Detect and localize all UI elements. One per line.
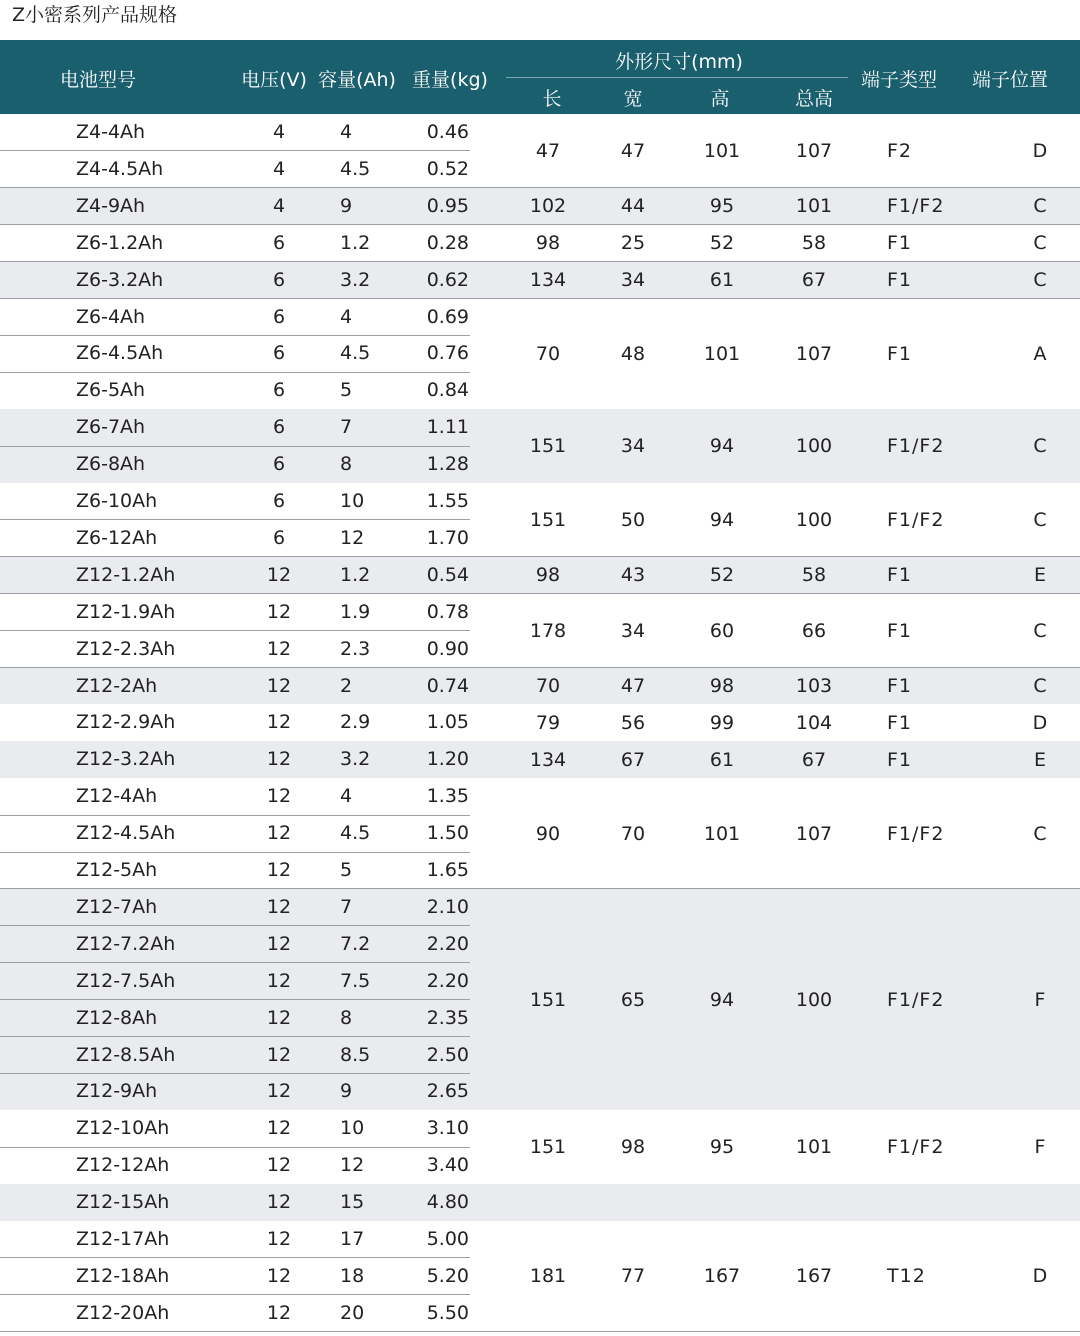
row-divider	[0, 519, 470, 520]
terminal-type-cell: F1/F2	[887, 822, 945, 845]
total-height-cell: 58	[801, 232, 827, 255]
weight-cell: 0.78	[426, 600, 469, 623]
terminal-position-cell: F	[1034, 988, 1046, 1011]
voltage-cell: 6	[272, 416, 286, 439]
model-cell: Z12-4Ah	[76, 785, 158, 808]
capacity-cell: 5	[340, 859, 353, 881]
model-cell: Z6-8Ah	[76, 453, 146, 476]
capacity-cell: 4.5	[340, 342, 371, 365]
capacity-cell: 10	[340, 490, 365, 512]
capacity-cell: 8.5	[340, 1043, 371, 1066]
terminal-position-cell: C	[1033, 195, 1047, 218]
capacity-cell: 7.2	[340, 932, 371, 955]
model-cell: Z12-2.3Ah	[76, 637, 176, 660]
total-height-cell: 107	[795, 139, 833, 162]
voltage-cell: 12	[266, 1043, 292, 1066]
length-cell: 70	[535, 342, 561, 365]
total-height-cell: 101	[795, 1136, 833, 1159]
weight-cell: 0.62	[426, 268, 469, 291]
capacity-cell: 9	[340, 194, 353, 217]
voltage-cell: 12	[266, 785, 292, 808]
height-cell: 94	[709, 435, 735, 458]
weight-cell: 1.20	[426, 748, 469, 771]
row-divider	[0, 372, 470, 373]
terminal-type-cell: F1	[887, 564, 913, 587]
total-height-cell: 100	[795, 988, 833, 1011]
model-cell: Z12-8.5Ah	[76, 1043, 176, 1066]
total-height-cell: 167	[795, 1265, 833, 1288]
header-width: 宽	[623, 88, 643, 110]
model-cell: Z12-4.5Ah	[76, 822, 176, 845]
weight-cell: 2.20	[426, 932, 469, 955]
length-cell: 181	[529, 1265, 567, 1288]
voltage-cell: 6	[272, 268, 286, 291]
weight-cell: 0.54	[426, 563, 469, 586]
capacity-cell: 9	[340, 1080, 353, 1103]
weight-cell: 1.28	[426, 453, 469, 476]
total-height-cell: 66	[801, 619, 827, 642]
terminal-type-cell: F1	[887, 269, 913, 292]
length-cell: 98	[535, 564, 561, 587]
weight-cell: 5.20	[426, 1264, 469, 1287]
weight-cell: 1.55	[426, 490, 469, 512]
terminal-position-cell: C	[1033, 232, 1047, 255]
row-divider	[0, 446, 470, 447]
model-cell: Z12-18Ah	[76, 1264, 170, 1287]
capacity-cell: 2	[340, 674, 353, 697]
weight-cell: 0.46	[426, 121, 469, 143]
header-total-height: 总高	[794, 88, 834, 110]
capacity-cell: 4.5	[340, 822, 371, 845]
terminal-position-cell: E	[1033, 748, 1047, 771]
row-divider	[0, 1073, 470, 1074]
weight-cell: 1.65	[426, 859, 469, 881]
length-cell: 151	[529, 508, 567, 531]
width-cell: 47	[620, 674, 646, 697]
voltage-cell: 12	[266, 748, 292, 771]
model-cell: Z4-9Ah	[76, 194, 146, 217]
width-cell: 98	[620, 1136, 646, 1159]
header-terminal-type: 端子类型	[860, 69, 938, 91]
terminal-type-cell: F1	[887, 342, 913, 365]
terminal-type-cell: F1/F2	[887, 1136, 945, 1159]
model-cell: Z12-2Ah	[76, 674, 158, 697]
weight-cell: 0.76	[426, 342, 469, 365]
voltage-cell: 12	[266, 859, 292, 881]
capacity-cell: 18	[340, 1264, 365, 1287]
terminal-type-cell: F1	[887, 674, 913, 697]
voltage-cell: 6	[272, 342, 286, 365]
voltage-cell: 6	[272, 453, 286, 476]
voltage-cell: 12	[266, 1228, 292, 1250]
page-title: Z小密系列产品规格	[12, 4, 178, 26]
capacity-cell: 1.9	[340, 600, 371, 623]
weight-cell: 5.50	[426, 1301, 469, 1324]
row-divider	[0, 1147, 470, 1148]
model-cell: Z12-2.9Ah	[76, 711, 176, 734]
width-cell: 43	[620, 564, 646, 587]
weight-cell: 0.90	[426, 637, 469, 660]
voltage-cell: 4	[272, 194, 286, 217]
total-height-cell: 100	[795, 435, 833, 458]
total-height-cell: 103	[795, 674, 833, 697]
width-cell: 44	[620, 195, 646, 218]
length-cell: 70	[535, 674, 561, 697]
capacity-cell: 7.5	[340, 969, 371, 992]
height-cell: 61	[709, 748, 735, 771]
capacity-cell: 4	[340, 305, 353, 328]
model-cell: Z4-4Ah	[76, 121, 146, 143]
capacity-cell: 5	[340, 379, 353, 402]
capacity-cell: 3.2	[340, 268, 371, 291]
model-cell: Z12-12Ah	[76, 1154, 170, 1177]
width-cell: 48	[620, 342, 646, 365]
capacity-cell: 4	[340, 785, 353, 808]
width-cell: 67	[620, 748, 646, 771]
model-cell: Z6-4.5Ah	[76, 342, 164, 365]
voltage-cell: 12	[266, 674, 292, 697]
terminal-type-cell: F1/F2	[887, 435, 945, 458]
model-cell: Z6-5Ah	[76, 379, 146, 402]
model-cell: Z12-17Ah	[76, 1228, 170, 1250]
height-cell: 98	[709, 674, 735, 697]
model-cell: Z12-5Ah	[76, 859, 158, 881]
capacity-cell: 12	[340, 1154, 365, 1177]
voltage-cell: 12	[266, 1191, 292, 1214]
weight-cell: 1.50	[426, 822, 469, 845]
terminal-position-cell: E	[1033, 564, 1047, 587]
capacity-cell: 3.2	[340, 748, 371, 771]
height-cell: 60	[709, 619, 735, 642]
terminal-position-cell: C	[1033, 435, 1047, 458]
voltage-cell: 12	[266, 1154, 292, 1177]
voltage-cell: 12	[266, 822, 292, 845]
terminal-position-cell: C	[1033, 822, 1047, 845]
model-cell: Z12-8Ah	[76, 1006, 158, 1029]
weight-cell: 1.11	[426, 416, 469, 439]
total-height-cell: 67	[801, 748, 827, 771]
length-cell: 178	[529, 619, 567, 642]
weight-cell: 0.28	[426, 231, 469, 254]
width-cell: 77	[620, 1265, 646, 1288]
capacity-cell: 2.9	[340, 711, 371, 734]
height-cell: 101	[703, 822, 741, 845]
weight-cell: 0.74	[426, 674, 469, 697]
voltage-cell: 6	[272, 490, 286, 512]
width-cell: 65	[620, 988, 646, 1011]
total-height-cell: 101	[795, 195, 833, 218]
model-cell: Z6-10Ah	[76, 490, 158, 512]
model-cell: Z12-9Ah	[76, 1080, 158, 1103]
capacity-cell: 2.3	[340, 637, 371, 660]
voltage-cell: 12	[266, 563, 292, 586]
model-cell: Z4-4.5Ah	[76, 157, 164, 180]
model-cell: Z6-7Ah	[76, 416, 146, 439]
row-divider	[0, 925, 470, 926]
terminal-position-cell: C	[1033, 508, 1047, 531]
length-cell: 102	[529, 195, 567, 218]
capacity-cell: 17	[340, 1228, 365, 1250]
header-length: 长	[542, 88, 562, 110]
voltage-cell: 12	[266, 600, 292, 623]
voltage-cell: 12	[266, 932, 292, 955]
width-cell: 34	[620, 435, 646, 458]
height-cell: 95	[709, 195, 735, 218]
terminal-type-cell: F1	[887, 232, 913, 255]
voltage-cell: 12	[266, 969, 292, 992]
height-cell: 94	[709, 988, 735, 1011]
row-divider	[0, 815, 470, 816]
voltage-cell: 4	[272, 157, 286, 180]
voltage-cell: 6	[272, 379, 286, 402]
height-cell: 52	[709, 232, 735, 255]
group-divider	[0, 1331, 1080, 1332]
voltage-cell: 12	[266, 1301, 292, 1324]
model-cell: Z12-20Ah	[76, 1301, 170, 1324]
height-cell: 101	[703, 139, 741, 162]
header-weight: 重量(kg)	[412, 69, 488, 91]
capacity-cell: 8	[340, 1006, 353, 1029]
voltage-cell: 12	[266, 1080, 292, 1103]
terminal-type-cell: F2	[887, 139, 913, 162]
terminal-type-cell: F1	[887, 711, 913, 734]
length-cell: 98	[535, 232, 561, 255]
weight-cell: 1.70	[426, 526, 469, 549]
voltage-cell: 6	[272, 231, 286, 254]
model-cell: Z12-7Ah	[76, 895, 158, 918]
weight-cell: 2.50	[426, 1043, 469, 1066]
width-cell: 25	[620, 232, 646, 255]
row-divider	[0, 852, 470, 853]
weight-cell: 4.80	[426, 1191, 469, 1214]
terminal-type-cell: F1/F2	[887, 195, 945, 218]
model-cell: Z12-15Ah	[76, 1191, 170, 1214]
voltage-cell: 6	[272, 526, 286, 549]
weight-cell: 3.40	[426, 1154, 469, 1177]
terminal-type-cell: F1	[887, 619, 913, 642]
terminal-position-cell: C	[1033, 619, 1047, 642]
capacity-cell: 1.2	[340, 563, 371, 586]
model-cell: Z6-12Ah	[76, 526, 158, 549]
terminal-type-cell: F1	[887, 748, 913, 771]
terminal-position-cell: D	[1032, 1265, 1048, 1288]
capacity-cell: 4	[340, 121, 353, 143]
length-cell: 79	[535, 711, 561, 734]
height-cell: 94	[709, 508, 735, 531]
capacity-cell: 1.2	[340, 231, 371, 254]
header-divider	[506, 77, 848, 78]
length-cell: 151	[529, 988, 567, 1011]
weight-cell: 2.20	[426, 969, 469, 992]
row-divider	[0, 630, 470, 631]
weight-cell: 5.00	[426, 1228, 469, 1250]
length-cell: 151	[529, 435, 567, 458]
capacity-cell: 7	[340, 416, 353, 439]
weight-cell: 0.69	[426, 305, 469, 328]
weight-cell: 0.95	[426, 194, 469, 217]
height-cell: 95	[709, 1136, 735, 1159]
width-cell: 34	[620, 619, 646, 642]
total-height-cell: 100	[795, 508, 833, 531]
terminal-type-cell: F1/F2	[887, 508, 945, 531]
table-header	[0, 40, 1080, 114]
header-capacity: 容量(Ah)	[318, 69, 396, 91]
model-cell: Z12-1.9Ah	[76, 600, 176, 623]
voltage-cell: 4	[272, 121, 286, 143]
terminal-position-cell: D	[1032, 139, 1048, 162]
total-height-cell: 107	[795, 342, 833, 365]
width-cell: 50	[620, 508, 646, 531]
capacity-cell: 4.5	[340, 157, 371, 180]
width-cell: 34	[620, 269, 646, 292]
capacity-cell: 15	[340, 1191, 365, 1214]
terminal-position-cell: F	[1034, 1136, 1046, 1159]
terminal-position-cell: C	[1033, 674, 1047, 697]
weight-cell: 1.35	[426, 785, 469, 808]
height-cell: 99	[709, 711, 735, 734]
width-cell: 47	[620, 139, 646, 162]
row-divider	[0, 999, 470, 1000]
voltage-cell: 12	[266, 711, 292, 734]
capacity-cell: 8	[340, 453, 353, 476]
width-cell: 70	[620, 822, 646, 845]
weight-cell: 3.10	[426, 1117, 469, 1140]
model-cell: Z6-3.2Ah	[76, 268, 164, 291]
total-height-cell: 58	[801, 564, 827, 587]
terminal-position-cell: C	[1033, 269, 1047, 292]
total-height-cell: 107	[795, 822, 833, 845]
height-cell: 61	[709, 269, 735, 292]
capacity-cell: 10	[340, 1117, 365, 1140]
weight-cell: 0.52	[426, 157, 469, 180]
row-divider	[0, 1257, 470, 1258]
length-cell: 151	[529, 1136, 567, 1159]
terminal-position-cell: D	[1032, 711, 1048, 734]
header-height: 高	[710, 88, 730, 110]
weight-cell: 0.84	[426, 379, 469, 402]
model-cell: Z12-7.2Ah	[76, 932, 176, 955]
terminal-type-cell: F1/F2	[887, 988, 945, 1011]
voltage-cell: 12	[266, 1006, 292, 1029]
model-cell: Z12-1.2Ah	[76, 563, 176, 586]
row-divider	[0, 1294, 470, 1295]
header-terminal-position: 端子位置	[971, 69, 1049, 91]
terminal-position-cell: A	[1033, 342, 1047, 365]
row-divider	[0, 962, 470, 963]
weight-cell: 1.05	[426, 711, 469, 734]
height-cell: 52	[709, 564, 735, 587]
weight-cell: 2.10	[426, 895, 469, 918]
weight-cell: 2.35	[426, 1006, 469, 1029]
length-cell: 134	[529, 748, 567, 771]
width-cell: 56	[620, 711, 646, 734]
header-model: 电池型号	[59, 69, 137, 91]
row-divider	[0, 1036, 470, 1037]
capacity-cell: 12	[340, 526, 365, 549]
height-cell: 101	[703, 342, 741, 365]
voltage-cell: 12	[266, 637, 292, 660]
model-cell: Z12-3.2Ah	[76, 748, 176, 771]
voltage-cell: 6	[272, 305, 286, 328]
row-divider	[0, 335, 470, 336]
terminal-type-cell: T12	[887, 1265, 926, 1288]
row-divider	[0, 150, 470, 151]
header-voltage: 电压(V)	[241, 69, 307, 91]
header-dimensions: 外形尺寸(mm)	[615, 51, 743, 73]
total-height-cell: 67	[801, 269, 827, 292]
total-height-cell: 104	[795, 711, 833, 734]
model-cell: Z6-1.2Ah	[76, 231, 164, 254]
voltage-cell: 12	[266, 895, 292, 918]
voltage-cell: 12	[266, 1264, 292, 1287]
length-cell: 134	[529, 269, 567, 292]
capacity-cell: 7	[340, 895, 353, 918]
weight-cell: 2.65	[426, 1080, 469, 1103]
height-cell: 167	[703, 1265, 741, 1288]
capacity-cell: 20	[340, 1301, 365, 1324]
model-cell: Z6-4Ah	[76, 305, 146, 328]
model-cell: Z12-10Ah	[76, 1117, 170, 1140]
length-cell: 90	[535, 822, 561, 845]
length-cell: 47	[535, 139, 561, 162]
model-cell: Z12-7.5Ah	[76, 969, 176, 992]
voltage-cell: 12	[266, 1117, 292, 1140]
